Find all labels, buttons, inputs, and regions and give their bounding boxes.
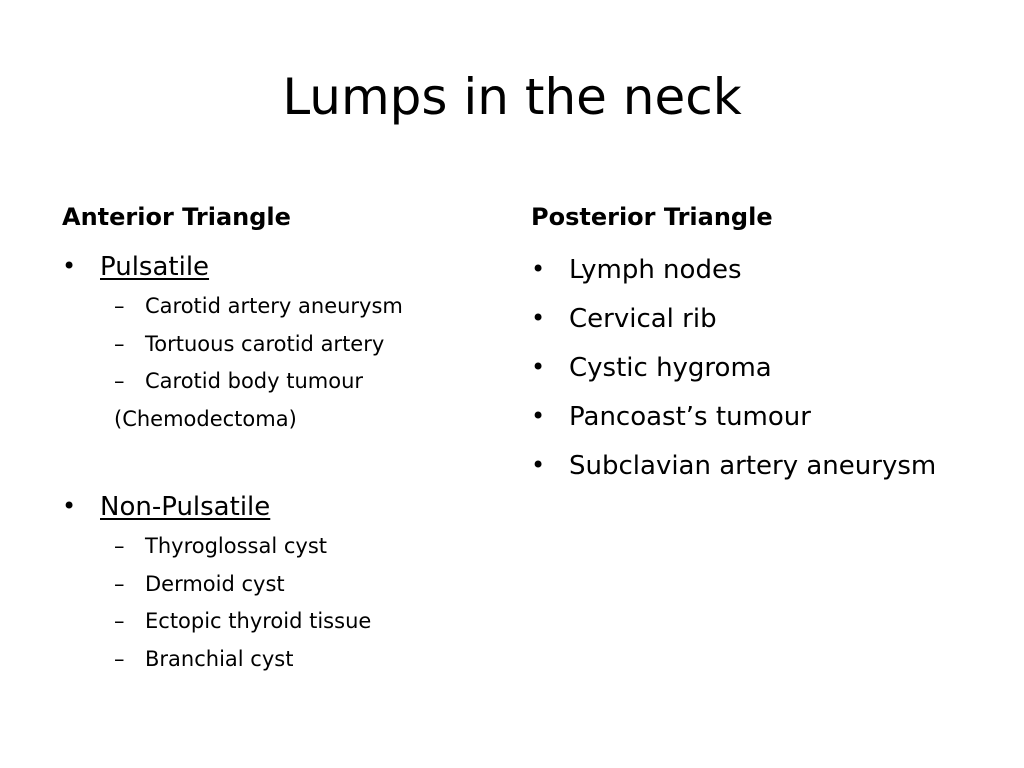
dash-icon: – — [114, 534, 125, 558]
non-pulsatile-label: Non-Pulsatile — [100, 492, 271, 522]
subitem-text: Carotid body tumour — [145, 369, 364, 393]
dash-icon: – — [114, 647, 125, 671]
subitem-text: Carotid artery aneurysm — [145, 294, 403, 318]
list-item-text: Subclavian artery aneurysm — [569, 451, 937, 481]
slide-title: Lumps in the neck — [282, 68, 742, 126]
bullet-icon: • — [531, 451, 546, 479]
subitem-text: Tortuous carotid artery — [145, 332, 385, 356]
posterior-triangle-heading: Posterior Triangle — [531, 203, 773, 231]
pulsatile-label: Pulsatile — [100, 252, 210, 282]
subitem-text: Thyroglossal cyst — [145, 534, 328, 558]
dash-icon: – — [114, 369, 125, 393]
bullet-icon: • — [62, 252, 77, 280]
bullet-icon: • — [62, 492, 77, 520]
dash-icon: – — [114, 609, 125, 633]
list-item-text: Cervical rib — [569, 304, 717, 334]
list-item-text: Pancoast’s tumour — [569, 402, 811, 432]
subitem-text: Branchial cyst — [145, 647, 294, 671]
list-item-text: Lymph nodes — [569, 255, 742, 285]
subitem-continuation: (Chemodectoma) — [114, 407, 297, 431]
bullet-icon: • — [531, 402, 546, 430]
anterior-triangle-heading: Anterior Triangle — [62, 203, 291, 231]
dash-icon: – — [114, 572, 125, 596]
dash-icon: – — [114, 294, 125, 318]
bullet-icon: • — [531, 304, 546, 332]
subitem-text: Dermoid cyst — [145, 572, 285, 596]
bullet-icon: • — [531, 255, 546, 283]
bullet-icon: • — [531, 353, 546, 381]
dash-icon: – — [114, 332, 125, 356]
list-item-text: Cystic hygroma — [569, 353, 772, 383]
subitem-text: Ectopic thyroid tissue — [145, 609, 372, 633]
